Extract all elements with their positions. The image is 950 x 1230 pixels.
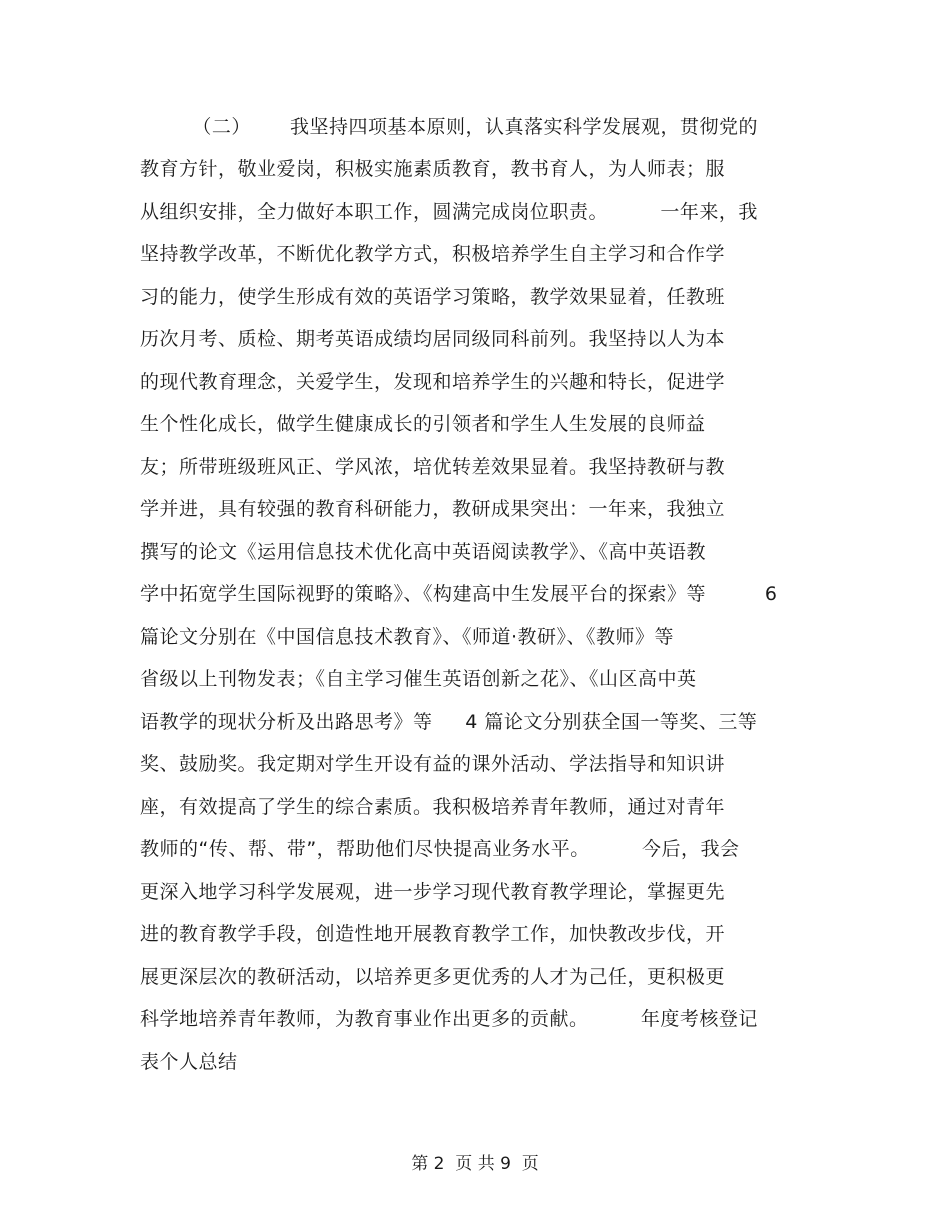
body-line-22: 科学地培养青年教师，为教育事业作出更多的贡献。 年度考核登记 (140, 1008, 758, 1030)
body-line-16: 奖、鼓励奖。我定期对学生开设有益的课外活动、学法指导和知识讲 (140, 753, 726, 775)
body-line-17: 座，有效提高了学生的综合素质。我积极培养青年教师，通过对青年 (140, 796, 726, 818)
body-line-5: 习的能力，使学生形成有效的英语学习策略，教学效果显着，任教班 (140, 286, 726, 308)
body-line-3: 从组织安排，全力做好本职工作，圆满完成岗位职责。 一年来，我 (140, 201, 758, 223)
body-line-13: 篇论文分别在《中国信息技术教育》、《师道·教研》、《教师》等 (140, 626, 675, 648)
body-line-8: 生个性化成长，做学生健康成长的引领者和学生人生发展的良师益 (140, 413, 706, 435)
body-line-10: 学并进，具有较强的教育科研能力，教研成果突出：一年来，我独立 (140, 498, 726, 520)
body-line-15: 语教学的现状分析及出路思考》等 4 篇论文分别获全国一等奖、三等 (140, 711, 758, 733)
body-line-14: 省级以上刊物发表；《自主学习催生英语创新之花》、《山区高中英 (140, 668, 697, 690)
body-line-9: 友；所带班级班风正、学风浓，培优转差效果显着。我坚持教研与教 (140, 456, 726, 478)
body-line-18: 教师的“传、帮、带”，帮助他们尽快提高业务水平。 今后，我会 (140, 838, 740, 860)
body-line-20: 进的教育教学手段，创造性地开展教育教学工作，加快教改步伐，开 (140, 923, 726, 945)
body-line-2: 教育方针，敬业爱岗，积极实施素质教育，教书育人，为人师表；服 (140, 158, 726, 180)
body-line-12: 学中拓宽学生国际视野的策略》、《构建高中生发展平台的探索》等 6 (140, 583, 778, 605)
body-line-6: 历次月考、质检、期考英语成绩均居同级同科前列。我坚持以人为本 (140, 328, 726, 350)
body-line-1: （二） 我坚持四项基本原则，认真落实科学发展观，贯彻党的 (140, 116, 759, 138)
body-line-19: 更深入地学习科学发展观，进一步学习现代教育教学理论，掌握更先 (140, 881, 726, 903)
body-line-21: 展更深层次的教研活动，以培养更多更优秀的人才为己任，更积极更 (140, 966, 726, 988)
body-line-23: 表个人总结 (140, 1051, 238, 1073)
page-number-footer: 第 2 页 共 9 页 (411, 1154, 539, 1174)
body-line-7: 的现代教育理念，关爱学生，发现和培养学生的兴趣和特长，促进学 (140, 371, 726, 393)
body-line-4: 坚持教学改革，不断优化教学方式，积极培养学生自主学习和合作学 (140, 243, 726, 265)
body-line-11: 撰写的论文《运用信息技术优化高中英语阅读教学》、《高中英语教 (140, 541, 707, 563)
